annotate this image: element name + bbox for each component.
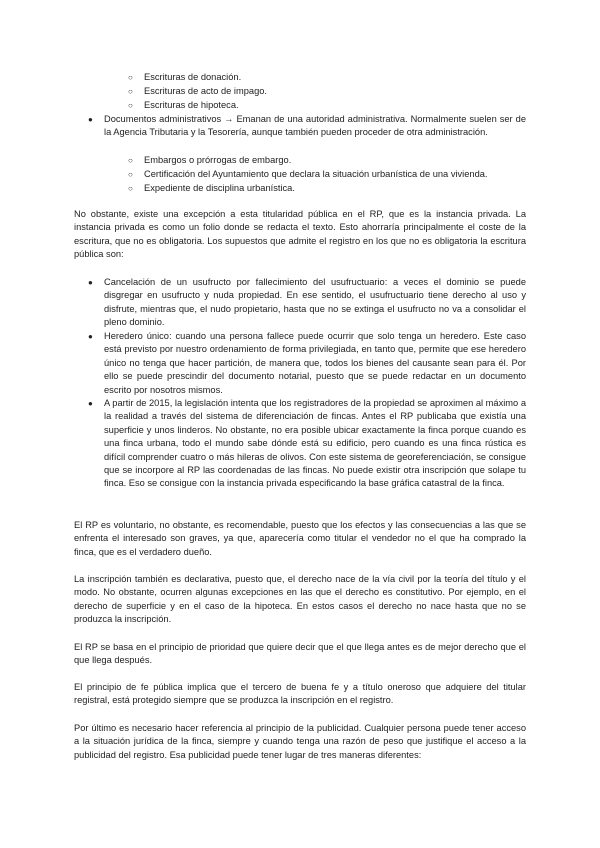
sub-list-item-text: Embargos o prórrogas de embargo. [144,155,292,165]
sub-list-item [128,182,295,195]
sub-list-item-text: Certificación del Ayuntamiento que declara la situación urbanística de una vivienda. [144,169,488,179]
circle-bullet-icon: ○ [128,184,133,193]
paragraph-publicidad: Por último es necesario hacer referencia al principio de la publicidad. Cualquier persona puede tener acceso a la situación jurídica de la finca, siempre y cuando tenga una razón de peso que justifique el acceso a la publicidad del registro. Esa publicidad puede tener lugar de tres maneras diferentes: [74,723,526,760]
sub-list-item-text: Expediente de disciplina urbanística. [144,183,295,193]
sub-list-item [128,168,488,181]
list-item-text: Documentos administrativos → Emanan de una autoridad administrativa. Normalmente suelen ser de la Agencia Tributaria y la Tesorería, aunque también pueden proceder de otra administración. [104,114,526,138]
bullet-icon: ● [88,332,93,341]
sub-list-item-text: Escrituras de hipoteca. [144,100,239,110]
list-item [88,330,526,397]
list-item [88,276,526,330]
circle-bullet-icon: ○ [128,73,133,82]
bullet-icon: ● [88,115,93,124]
paragraph-prioridad: El RP se basa en el principio de prioridad que quiere decir que el que llega antes es de mejor derecho que el que llega después. [74,642,526,666]
circle-bullet-icon: ○ [128,170,133,179]
paragraph-excepcion: No obstante, existe una excepción a esta titularidad pública en el RP, que es la instancia privada. La instancia privada es como un folio donde se redacta el texto. Esto ahorraría principalmente el coste de la escritura, que no es obligatoria. Los supuestos que admite el registro en los que no es obligatoria la escritura pública son: [74,209,526,260]
sub-list-item-text: Escrituras de acto de impago. [144,86,267,96]
circle-bullet-icon: ○ [128,101,133,110]
list-item [88,397,526,491]
paragraph-declarativa: La inscripción también es declarativa, puesto que, el derecho nace de la vía civil por la teoría del título y el modo. No obstante, ocurren algunas excepciones en las que el derecho es constitutivo. Por ejemplo, en el derecho de superficie y en el caso de la hipoteca. En estos casos el derecho no nace hasta que no se produzca la inscripción. [74,574,526,625]
sub-list-item-text: Escrituras de donación. [144,72,242,82]
sub-list-item [128,154,292,167]
circle-bullet-icon: ○ [128,87,133,96]
paragraph-fe-publica: El principio de fe pública implica que el tercero de buena fe y a título oneroso que adquiere del titular registral, está protegido siempre que se produzca la inscripción en el registro. [74,682,526,706]
sub-list-item [128,85,267,98]
sub-list-item [128,71,242,84]
list-item-text: Heredero único: cuando una persona fallece puede ocurrir que solo tenga un heredero. Este caso está previsto por nuestro ordenamiento de forma privilegiada, en tanto que, permite que ese heredero único no tenga que hacer partición, de manera que, todos los bienes del causante sean para él. Por ello se puede prescindir del documento notarial, puesto que se puede redactar en un documento escrito por nosotros mismos. [104,331,526,395]
paragraph-voluntario: El RP es voluntario, no obstante, es recomendable, puesto que los efectos y las consecuencias a las que se enfrenta el interesado son graves, ya que, aparecería como titular el vendedor no el que ha comprado la finca, que es el verdadero dueño. [74,520,526,557]
circle-bullet-icon: ○ [128,156,133,165]
list-item [88,113,526,140]
list-item-text: Cancelación de un usufructo por fallecimiento del usufructuario: a veces el dominio se puede disgregar en usufructo y nuda propiedad. En ese sentido, el usufructuario tiene derecho al uso y disfrute, mientras que, el nudo propietario, hasta que no se extinga el usufructo no va a consolidar el pleno dominio. [104,277,526,328]
bullet-icon: ● [88,278,93,287]
sub-list-item [128,99,239,112]
list-item-text: A partir de 2015, la legislación intenta que los registradores de la propiedad se aproximen al máximo a la realidad a través del sistema de diferenciación de fincas. Antes el RP publicaba que existía una superficie y unos linderos. No obstante, no era posible ubicar exactamente la finca porque cuando es una finca urbana, todo el mundo sabe dónde está su edificio, pero cuando es una finca rústica es difícil comprender cuatro o más hileras de olivos. Con este sistema de georeferenciación, se consigue que se incorpore al RP las coordenadas de las fincas. No puede existir otra inscripción que solape tu finca. Eso se consigue con la instancia privada especificando la base gráfica catastral de la finca. [104,398,526,489]
bullet-icon: ● [88,399,93,408]
